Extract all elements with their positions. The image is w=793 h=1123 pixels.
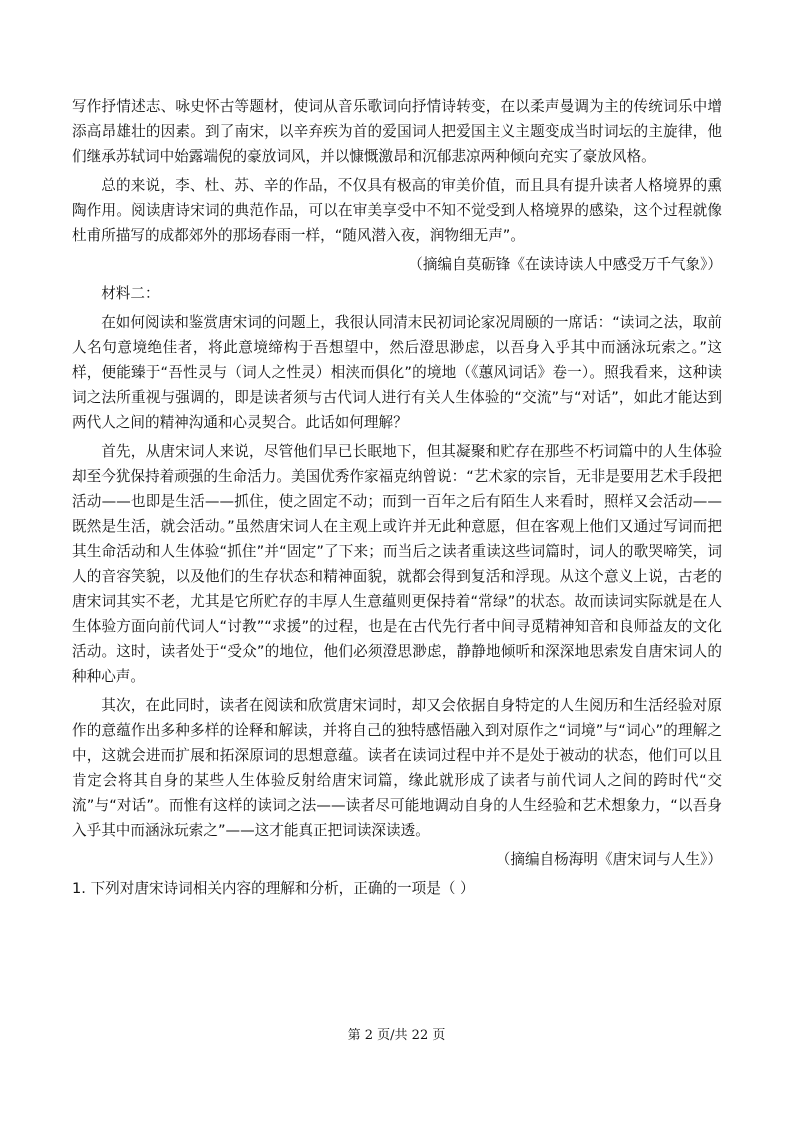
paragraph: 写作抒情述志、咏史怀古等题材，使词从音乐歌词向抒情诗转变，在以柔声曼调为主的传统词乐中增添高昂雄壮的因素。到了南宋，以辛弃疾为首的爱国词人把爱国主义主题变成当时词坛的主旋律，他们继承苏轼词中始露端倪的豪放词风，并以慷慨激昂和沉郁悲凉两种倾向充实了豪放风格。 <box>72 98 722 165</box>
material-label: 材料二： <box>101 285 160 302</box>
page-number: 第 2 页/共 22 页 <box>347 1028 446 1043</box>
source-citation: （摘编自杨海明《唐宋词与人生》） <box>495 851 722 868</box>
question-text: 1. 下列对唐宋诗词相关内容的理解和分析，正确的一项是（ ） <box>72 880 475 897</box>
paragraph: 其次，在此同时，读者在阅读和欣赏唐宋词时，却又会依据自身特定的人生阅历和生活经验对原作的意蕴作出多种多样的诠释和解读，并将自己的独特感悟融入到对原作之“词境”与“词心”的理解之中，这就会进而扩展和拓深原词的思想意蕴。读者在读词过程中并不是处于被动的状态，他们可以且肯定会将其自身的某些人生体验反射给唐宋词篇，缘此就形成了读者与前代词人之间的跨时代“交流”与“对话”。而惟有这样的读词之法——读者尽可能地调动自身的人生经验和艺术想象力，“以吾身入乎其中而涵泳玩索之”——这才能真正把词读深读透。 <box>72 697 722 839</box>
paragraph: 在如何阅读和鉴赏唐宋词的问题上，我很认同清末民初词论家况周颐的一席话：“读词之法，取前人名句意境绝佳者，将此意境缔构于吾想望中，然后澄思渺虑，以吾身入乎其中而涵泳玩索之。”这样，便能臻于“吾性灵与（词人之性灵）相浃而俱化”的境地（《蕙风词话》卷一）。照我看来，这种读词之法所重视与强调的，即是读者须与古代词人进行有关人生体验的“交流”与“对话”，如此才能达到两代人之间的精神沟通和心灵契合。此话如何理解？ <box>72 314 722 431</box>
source-citation: （摘编自莫砺锋《在读诗读人中感受万千气象》） <box>408 256 722 273</box>
paragraph: 总的来说，李、杜、苏、辛的作品，不仅具有极高的审美价值，而且具有提升读者人格境界的熏陶作用。阅读唐诗宋词的典范作品，可以在审美享受中不知不觉受到人格境界的感染，这个过程就像杜甫所描写的成都郊外的那场春雨一样，“随风潜入夜，润物细无声”。 <box>72 177 722 244</box>
paragraph: 首先，从唐宋词人来说，尽管他们早已长眠地下，但其凝聚和贮存在那些不朽词篇中的人生体验却至今犹保持着顽强的生命活力。美国优秀作家福克纳曾说：“艺术家的宗旨，无非是要用艺术手段把活动——也即是生活——抓住，使之固定不动；而到一百年之后有陌生人来看时，照样又会活动——既然是生活，就会活动。”虽然唐宋词人在主观上或许并无此种意愿，但在客观上他们又通过写词而把其生命活动和人生体验“抓住”并“固定”了下来；而当后之读者重读这些词篇时，词人的歌哭啼笑，词人的音容笑貌，以及他们的生存状态和精神面貌，就都会得到复活和浮现。从这个意义上说，古老的唐宋词其实不老，尤其是它所贮存的丰厚人生意蕴则更保持着“常绿”的状态。故而读词实际就是在人生体验方面向前代词人“讨教”“求援”的过程，也是在古代先行者中间寻觅精神知音和良师益友的文化活动。这时，读者处于“受众”的地位，他们必须澄思渺虑，静静地倾听和深深地思索发自唐宋词人的种种心声。 <box>72 443 722 685</box>
document-body <box>72 94 722 901</box>
